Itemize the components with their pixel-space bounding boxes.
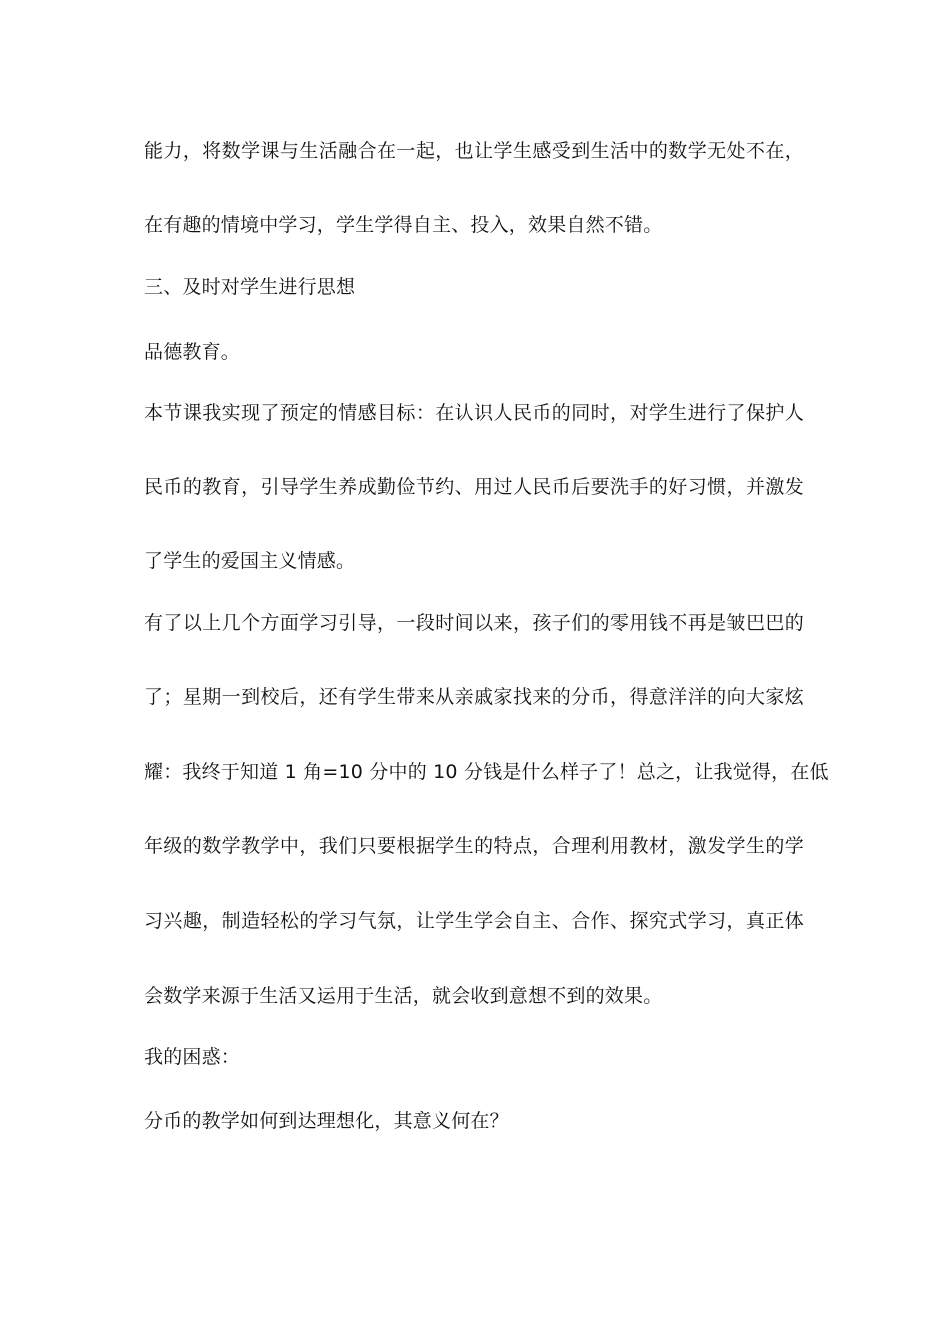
question-heading: 我的困惑：	[144, 1046, 241, 1068]
paragraph-line-3: 本节课我实现了预定的情感目标：在认识人民币的同时，对学生进行了保护人	[144, 402, 804, 424]
paragraph-line-6: 有了以上几个方面学习引导，一段时间以来，孩子们的零用钱不再是皱巴巴的	[144, 612, 804, 634]
section-heading-line-1: 三、及时对学生进行思想	[144, 276, 356, 298]
paragraph-line-11: 会数学来源于生活又运用于生活，就会收到意想不到的效果。	[144, 985, 663, 1007]
paragraph-line-5: 了学生的爱国主义情感。	[144, 550, 356, 572]
paragraph-line-1: 能力，将数学课与生活融合在一起，也让学生感受到生活中的数学无处不在，	[144, 140, 804, 162]
paragraph-line-9: 年级的数学教学中，我们只要根据学生的特点，合理利用教材，激发学生的学	[144, 835, 804, 857]
question-text: 分币的教学如何到达理想化，其意义何在？	[144, 1110, 509, 1132]
paragraph-line-10: 习兴趣，制造轻松的学习气氛，让学生学会自主、合作、探究式学习，真正体	[144, 910, 804, 932]
paragraph-line-8: 耀：我终于知道 1 角=10 分中的 10 分钱是什么样子了！总之，让我觉得，在低	[144, 761, 829, 783]
paragraph-line-2: 在有趣的情境中学习，学生学得自主、投入，效果自然不错。	[144, 214, 663, 236]
paragraph-line-4: 民币的教育，引导学生养成勤俭节约、用过人民币后要洗手的好习惯，并激发	[144, 476, 804, 498]
paragraph-line-7: 了；星期一到校后，还有学生带来从亲戚家找来的分币，得意洋洋的向大家炫	[144, 686, 804, 708]
section-heading-line-2: 品德教育。	[144, 341, 241, 363]
